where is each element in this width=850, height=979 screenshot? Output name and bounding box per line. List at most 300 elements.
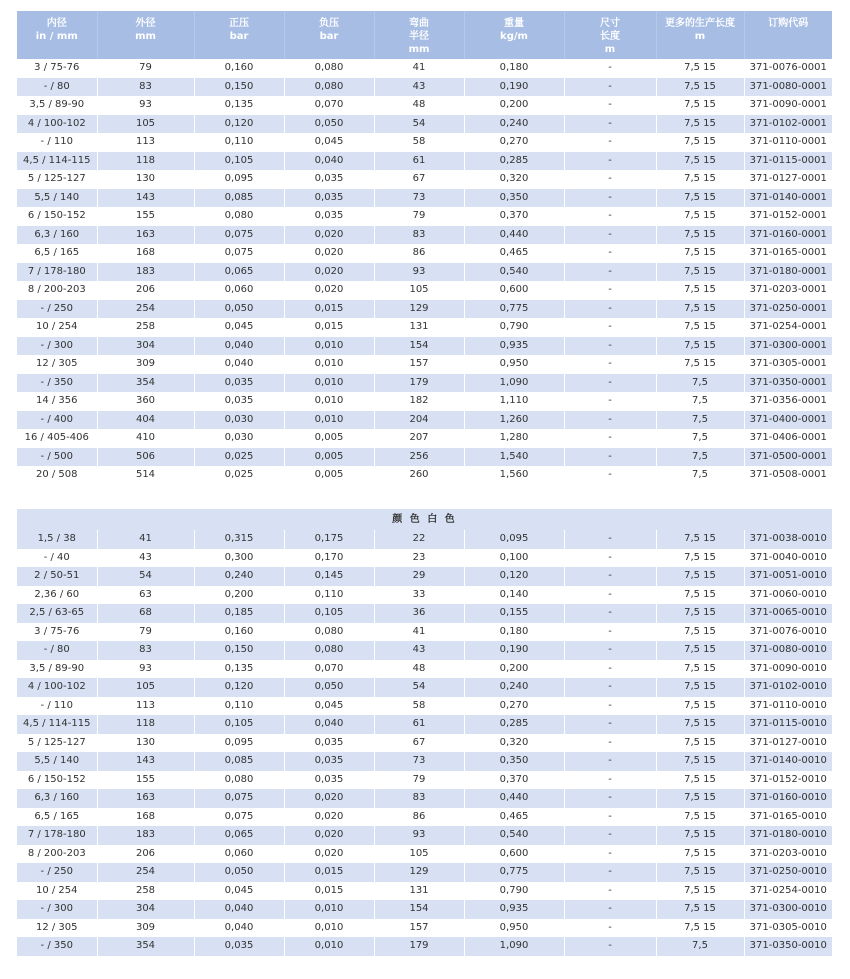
table-cell: 0,035 [284,170,374,189]
table-cell: - / 300 [17,900,97,919]
table-cell: 29 [374,567,464,586]
table-cell: 371-0110-0001 [744,133,832,152]
table-cell: - / 500 [17,448,97,467]
column-header-line1: 尺寸 [600,18,620,29]
table-row [17,900,832,919]
table-cell: - [564,715,656,734]
table-cell: 256 [374,448,464,467]
table-cell: 1,090 [464,374,564,393]
table-cell: 7,5 15 [656,337,744,356]
table-cell: 371-0038-0010 [744,530,832,549]
table-cell: 0,110 [194,697,284,716]
table-row [17,466,832,485]
table-cell: 3 / 75-76 [17,623,97,642]
table-cell: - [564,429,656,448]
column-header-line2: bar [319,31,339,42]
table-cell: 0,170 [284,549,374,568]
table-row [17,226,832,245]
table-cell: 0,180 [464,623,564,642]
table-cell: 0,070 [284,96,374,115]
table-row [17,281,832,300]
table-row [17,355,832,374]
table-cell: 309 [97,919,194,938]
table-cell: 7,5 15 [656,170,744,189]
table-cell: 179 [374,937,464,956]
table-row [17,826,832,845]
table-cell: 0,035 [284,771,374,790]
column-header-line2: bar [229,31,249,42]
table-cell: 105 [374,281,464,300]
table-body [17,530,832,956]
table-cell: 0,465 [464,244,564,263]
table-cell: 0,120 [194,115,284,134]
table-cell: - [564,623,656,642]
table-cell: 0,185 [194,604,284,623]
table-cell: 371-0040-0010 [744,549,832,568]
table-cell: 48 [374,660,464,679]
table-cell: 118 [97,715,194,734]
table-cell: 0,025 [194,466,284,485]
table-cell: 118 [97,152,194,171]
table-cell: 83 [97,78,194,97]
table-cell: 7,5 15 [656,189,744,208]
table-cell: - [564,697,656,716]
table-cell: - [564,392,656,411]
table-cell: 258 [97,318,194,337]
table-cell: 6,3 / 160 [17,226,97,245]
table-row [17,207,832,226]
white-color-table [17,509,832,956]
table-cell: 7,5 15 [656,567,744,586]
table-cell: 0,035 [284,752,374,771]
table-cell: 0,285 [464,715,564,734]
column-header-line1: 弯曲 [409,18,429,29]
table-cell: 36 [374,604,464,623]
table-cell: 207 [374,429,464,448]
table-row [17,604,832,623]
table-cell: - / 80 [17,78,97,97]
table-cell: 371-0165-0010 [744,808,832,827]
table-cell: 6 / 150-152 [17,771,97,790]
table-row [17,678,832,697]
table-cell: 0,010 [284,900,374,919]
table-body [17,59,832,485]
table-cell: - [564,530,656,549]
table-cell: - / 80 [17,641,97,660]
table-cell: 7,5 15 [656,586,744,605]
table-cell: 0,600 [464,845,564,864]
table-cell: 0,110 [284,586,374,605]
table-cell: 0,010 [284,937,374,956]
table-cell: 7,5 15 [656,845,744,864]
table-cell: 7,5 [656,937,744,956]
table-cell: 7,5 15 [656,355,744,374]
table-cell: 4 / 100-102 [17,115,97,134]
table-cell: 0,440 [464,789,564,808]
table-cell: 105 [374,845,464,864]
table-cell: 371-0300-0010 [744,900,832,919]
table-cell: 143 [97,752,194,771]
column-header-line1: 正压 [229,18,249,29]
table-cell: 371-0102-0001 [744,115,832,134]
table-cell: 0,045 [284,697,374,716]
table-row [17,567,832,586]
table-cell: - / 40 [17,549,97,568]
table-cell: 83 [97,641,194,660]
table-cell: 93 [97,660,194,679]
table-cell: 83 [374,789,464,808]
table-cell: 0,190 [464,641,564,660]
table-cell: 129 [374,863,464,882]
table-cell: 0,015 [284,300,374,319]
table-cell: 58 [374,133,464,152]
table-cell: 0,095 [194,170,284,189]
table-cell: 0,150 [194,641,284,660]
table-cell: 371-0250-0001 [744,300,832,319]
table-cell: 371-0080-0010 [744,641,832,660]
table-cell: 0,110 [194,133,284,152]
table-cell: 206 [97,281,194,300]
table-cell: 22 [374,530,464,549]
table-cell: 0,370 [464,207,564,226]
table-cell: - / 110 [17,133,97,152]
table-cell: 6,5 / 165 [17,244,97,263]
table-cell: 67 [374,170,464,189]
table-cell: 7,5 15 [656,882,744,901]
table-cell: 183 [97,263,194,282]
column-header [464,11,564,59]
table-row [17,133,832,152]
table-cell: 371-0115-0010 [744,715,832,734]
table-cell: 506 [97,448,194,467]
column-header-line1: 负压 [319,18,339,29]
column-header-line1: 外径 [135,18,156,29]
table-cell: 0,020 [284,226,374,245]
table-cell: 7 / 178-180 [17,263,97,282]
table-cell: 354 [97,374,194,393]
table-cell: 514 [97,466,194,485]
table-cell: 7,5 [656,392,744,411]
table-cell: 0,285 [464,152,564,171]
table-cell: 163 [97,789,194,808]
table-cell: 79 [97,59,194,78]
table-cell: 93 [97,96,194,115]
table-cell: 371-0127-0001 [744,170,832,189]
table-cell: 0,040 [194,900,284,919]
table-cell: - [564,355,656,374]
table-cell: 3,5 / 89-90 [17,96,97,115]
table-cell: 155 [97,771,194,790]
table-cell: 154 [374,337,464,356]
table-cell: 371-0300-0001 [744,337,832,356]
table-cell: 0,270 [464,697,564,716]
table-row [17,244,832,263]
table-cell: 0,015 [284,318,374,337]
table-cell: 258 [97,882,194,901]
section-header-row [17,509,832,530]
table-cell: - [564,300,656,319]
table-row [17,189,832,208]
table-cell: 7,5 15 [656,244,744,263]
table-cell: 7,5 15 [656,752,744,771]
column-header-line3: mm [408,44,430,55]
section-title: 颜 色 白 色 [17,509,832,530]
table-cell: 0,120 [464,567,564,586]
table-cell: 113 [97,697,194,716]
table-cell: - [564,96,656,115]
table-cell: 0,010 [284,337,374,356]
table-cell: 0,540 [464,263,564,282]
table-cell: 5 / 125-127 [17,734,97,753]
table-cell: 0,240 [194,567,284,586]
table-cell: 8 / 200-203 [17,845,97,864]
table-cell: - [564,937,656,956]
table-cell: 0,300 [194,549,284,568]
table-cell: 0,010 [284,392,374,411]
table-cell: 143 [97,189,194,208]
table-row [17,789,832,808]
table-row [17,549,832,568]
table-cell: 371-0250-0010 [744,863,832,882]
column-header [194,11,284,59]
table-cell: 0,025 [194,448,284,467]
table-cell: 8 / 200-203 [17,281,97,300]
table-cell: 0,095 [464,530,564,549]
table-cell: 23 [374,549,464,568]
table-cell: 7,5 15 [656,59,744,78]
table-cell: 1,110 [464,392,564,411]
table-cell: 0,160 [194,623,284,642]
table-cell: 41 [374,623,464,642]
table-cell: 1,260 [464,411,564,430]
table-cell: 7,5 15 [656,826,744,845]
table-cell: 254 [97,863,194,882]
table-cell: 0,010 [284,374,374,393]
table-cell: 371-0160-0001 [744,226,832,245]
table-cell: 0,070 [284,660,374,679]
table-cell: 83 [374,226,464,245]
table-row [17,96,832,115]
table-cell: - / 250 [17,863,97,882]
table-cell: 7,5 15 [656,660,744,679]
table-cell: 0,080 [284,641,374,660]
table-cell: - / 400 [17,411,97,430]
table-cell: 0,050 [284,115,374,134]
table-cell: - [564,604,656,623]
table-row [17,919,832,938]
table-cell: 254 [97,300,194,319]
table-cell: 206 [97,845,194,864]
table-cell: 7,5 [656,448,744,467]
table-cell: 0,075 [194,808,284,827]
table-cell: 0,020 [284,263,374,282]
table-cell: 0,075 [194,789,284,808]
table-row [17,115,832,134]
table-cell: 0,020 [284,845,374,864]
table-cell: 179 [374,374,464,393]
table-row [17,771,832,790]
table-cell: 371-0102-0010 [744,678,832,697]
table-cell: 86 [374,244,464,263]
table-cell: 371-0500-0001 [744,448,832,467]
table-cell: 0,240 [464,678,564,697]
table-cell: 0,080 [284,78,374,97]
table-row [17,530,832,549]
table-cell: 0,080 [194,207,284,226]
table-cell: - [564,281,656,300]
table-cell: 93 [374,263,464,282]
table-cell: 371-0305-0010 [744,919,832,938]
column-header-line1: 内径 [46,18,67,29]
table-cell: 0,065 [194,263,284,282]
table-cell: 7,5 15 [656,96,744,115]
table-cell: - [564,678,656,697]
table-cell: 43 [374,641,464,660]
table-cell: 304 [97,337,194,356]
table-row [17,937,832,956]
table-cell: 0,040 [284,715,374,734]
table-cell: 0,010 [284,355,374,374]
table-cell: 0,040 [194,337,284,356]
table-cell: 79 [374,207,464,226]
table-cell: 130 [97,170,194,189]
table-cell: 204 [374,411,464,430]
table-cell: 0,370 [464,771,564,790]
table-cell: - [564,919,656,938]
table-cell: 7,5 15 [656,318,744,337]
table-cell: 371-0180-0010 [744,826,832,845]
table-cell: 0,035 [194,937,284,956]
table-cell: 183 [97,826,194,845]
table-cell: 0,050 [284,678,374,697]
table-cell: 168 [97,244,194,263]
table-cell: 7,5 15 [656,919,744,938]
table-cell: - / 350 [17,937,97,956]
column-header [744,11,832,59]
table-cell: - [564,567,656,586]
table-cell: - [564,660,656,679]
table-cell: 4 / 100-102 [17,678,97,697]
table-cell: 0,080 [284,623,374,642]
table-cell: 0,080 [194,771,284,790]
table-cell: - [564,411,656,430]
table-cell: 5 / 125-127 [17,170,97,189]
table-cell: - [564,189,656,208]
table-row [17,152,832,171]
table-cell: 0,075 [194,226,284,245]
table-cell: - [564,808,656,827]
table-cell: 3,5 / 89-90 [17,660,97,679]
table-row [17,374,832,393]
table-cell: 131 [374,882,464,901]
column-header-line2: 半径 [409,31,429,42]
table-cell: 371-0115-0001 [744,152,832,171]
table-cell: 7,5 15 [656,530,744,549]
table-cell: 182 [374,392,464,411]
table-cell: 0,240 [464,115,564,134]
table-cell: 7,5 [656,411,744,430]
table-cell: 155 [97,207,194,226]
table-cell: 0,790 [464,318,564,337]
table-cell: 14 / 356 [17,392,97,411]
table-cell: 0,015 [284,863,374,882]
table-cell: 157 [374,355,464,374]
table-cell: 0,175 [284,530,374,549]
table-cell: 12 / 305 [17,355,97,374]
table-cell: 7,5 15 [656,678,744,697]
table-cell: 168 [97,808,194,827]
table-cell: 7,5 15 [656,623,744,642]
table-row [17,429,832,448]
table-cell: 0,020 [284,244,374,263]
table-cell: 0,030 [194,429,284,448]
table-cell: 0,035 [194,392,284,411]
table-row [17,337,832,356]
table-cell: - / 300 [17,337,97,356]
table-cell: 0,060 [194,281,284,300]
table-cell: 7,5 15 [656,78,744,97]
table-cell: 163 [97,226,194,245]
table-cell: 7,5 [656,466,744,485]
table-cell: 371-0060-0010 [744,586,832,605]
table-cell: - [564,641,656,660]
table-cell: - [564,734,656,753]
column-header-line1: 更多的生产长度 [665,18,735,29]
table-cell: 7,5 15 [656,300,744,319]
table-cell: 7,5 15 [656,734,744,753]
table-cell: 7,5 15 [656,281,744,300]
table-cell: 0,320 [464,170,564,189]
table-cell: 93 [374,826,464,845]
table-cell: - [564,448,656,467]
table-cell: 0,035 [194,374,284,393]
table-cell: 0,095 [194,734,284,753]
table-cell: 7,5 15 [656,789,744,808]
column-header [656,11,744,59]
table-cell: 0,155 [464,604,564,623]
table-cell: 0,150 [194,78,284,97]
table-cell: 5,5 / 140 [17,189,97,208]
table-cell: 0,350 [464,189,564,208]
table-cell: 20 / 508 [17,466,97,485]
table-cell: 309 [97,355,194,374]
column-header-line2: m [694,31,706,42]
table-cell: 0,935 [464,337,564,356]
table-cell: 0,465 [464,808,564,827]
table-cell: 360 [97,392,194,411]
table-cell: - [564,318,656,337]
table-cell: 73 [374,752,464,771]
table-cell: 0,200 [464,660,564,679]
table-cell: 0,045 [194,318,284,337]
table-cell: 0,160 [194,59,284,78]
table-cell: 371-0080-0001 [744,78,832,97]
table-cell: 371-0400-0001 [744,411,832,430]
table-cell: - [564,863,656,882]
table-cell: 33 [374,586,464,605]
table-cell: 7,5 15 [656,863,744,882]
table-cell: 0,135 [194,96,284,115]
table-cell: 0,030 [194,411,284,430]
table-row [17,882,832,901]
table-cell: 371-0065-0010 [744,604,832,623]
table-cell: 1,280 [464,429,564,448]
table-cell: 1,090 [464,937,564,956]
table-cell: 16 / 405-406 [17,429,97,448]
table-cell: 0,775 [464,863,564,882]
column-header-line1: 重量 [504,18,524,29]
table-row [17,586,832,605]
